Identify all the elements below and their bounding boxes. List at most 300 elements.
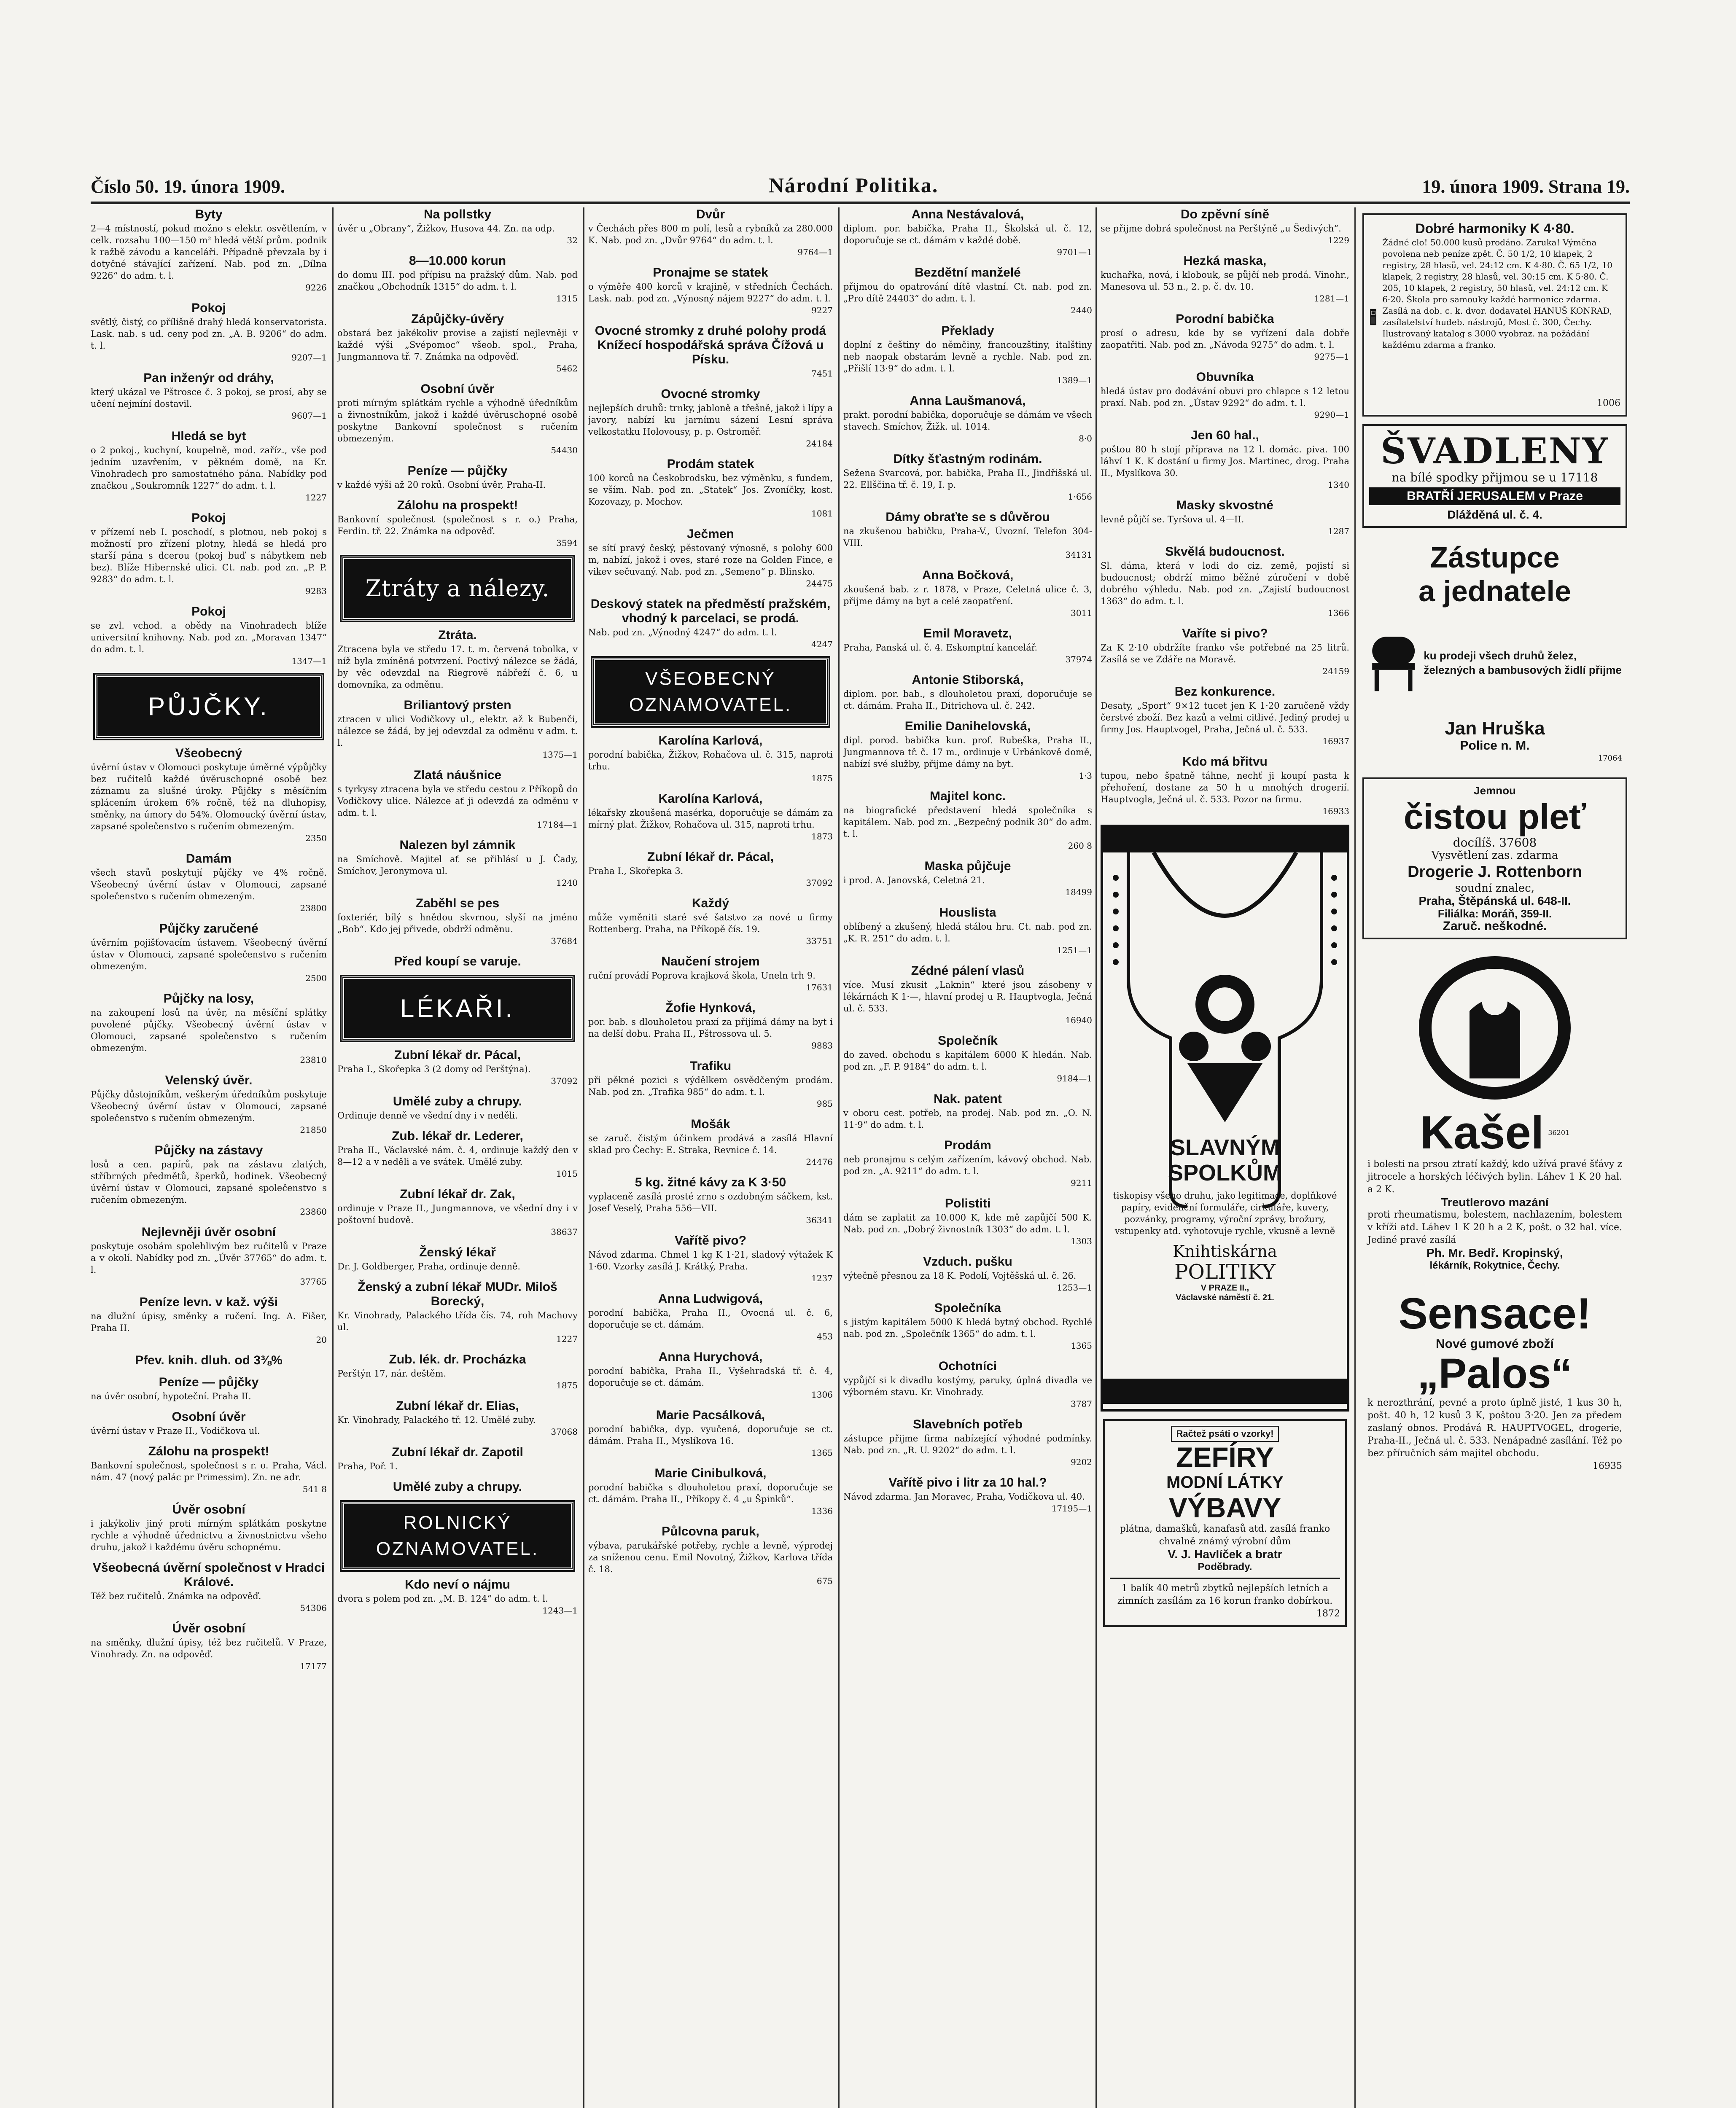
ad-text: poskytuje osobám spolehlivým bez ručitelů v Praze a v okolí. Nabídky pod zn. „Úvěr 37765“ do adm. t. l.: [91, 1241, 327, 1275]
classified-ad: [843, 1359, 1092, 1410]
ad-text: se přijme dobrá společnost na Perštýně „u Šedivých“.: [1101, 223, 1341, 234]
ad-title: Půjčky zaručené: [159, 922, 258, 936]
zefiry-heading-2: MODNÍ LÁTKY: [1166, 1473, 1284, 1492]
ad-number: 2350: [305, 833, 327, 843]
ad-text: více. Musí zkusit „Laknin“ které jsou zásobeny v lékárnách K 1·—, hlavní prodej u R. Hauptvogla, Ječná ul. č. 533.: [843, 980, 1092, 1014]
ad-title: Ženský lékař: [419, 1245, 496, 1259]
ad-title: Ovocné stromky: [661, 387, 760, 401]
ad-title: Do zpěvní síně: [1180, 207, 1270, 221]
cough-text: i bolesti na prsou ztratí každý, kdo užívá pravé šťávy z jitrocele a horských léčivých bylin. Láhev 1 K 20 hal. a 2 K.: [1367, 1159, 1622, 1195]
classified-ad: [843, 859, 1092, 898]
classified-ad: [337, 207, 578, 246]
ad-text: Bankovní společnost, společnost s r. o. Praha, Václ. nám. 47 (nový palác pr Primessim). Zn. ne adr.: [91, 1460, 327, 1482]
ad-title: Vzduch. pušku: [923, 1255, 1012, 1269]
classified-ad: [843, 568, 1092, 619]
ad-number: 1237: [811, 1273, 833, 1283]
ad-title: Zubní lékař dr. Zapotil: [392, 1445, 523, 1459]
ad-text: Sl. dáma, která v lodi do ciz. země, pojistí si budoucnost; obdrží mimo běžné zúročení v době dobrého výhledu. Nab. pod zn. „Zajistí budoucnost 1363“ do adm. t. l.: [1101, 561, 1349, 606]
classified-ad: [843, 1476, 1092, 1514]
ad-text: Praha II., Václavské nám. č. 4, ordinuje každý den v 8—12 a v neděli a ve svátek. Umělé zuby.: [337, 1145, 578, 1167]
ad-title: Umělé zuby a chrupy.: [393, 1480, 522, 1494]
harmonica-heading: Dobré harmoniky K 4·80.: [1415, 221, 1575, 236]
print-shop-description: tiskopisy všeho druhu, jako legitimace, doplňkové papíry, evidenční formuláře, cirkuláře, kuvery, pozvánky, programy, výroční zprávy, brožury, vstupenky atd. vyhotovuje rychle, vkusně a levně: [1113, 1191, 1337, 1236]
ad-text: 100 korců na Českobrodsku, bez výměnku, s fundem, se vším. Nab. pod zn. „Statek“ Jos. Zvoníčky, kost. Kozovazy, p. Mochov.: [588, 473, 833, 507]
ad-number: 9883: [811, 1041, 833, 1051]
ad-text: dipl. porod. babička kun. prof. Rubeška, Praha II., Jungmannova tř. č. 17 m., ordinuje v Urbánkově domě, nabízí své služby, přijme dámy na byt.: [843, 735, 1092, 769]
ad-number: 1347—1: [291, 656, 327, 666]
agents-firm: Jan Hruška: [1445, 718, 1545, 739]
ad-number: 675: [816, 1576, 833, 1586]
classified-ad: [91, 1503, 327, 1553]
ad-text: hledá ústav pro dodávání obuvi pro chlapce s 12 letou praxí. Nab. pod zn. „Ústav 9292“ do adm. t. l.: [1101, 386, 1349, 408]
classified-ad: [843, 1301, 1092, 1352]
column-1: [91, 207, 327, 1680]
ad-title: 8—10.000 korun: [409, 254, 506, 268]
ad-number: 37974: [1065, 654, 1092, 664]
ad-text: Praha, Poř. 1.: [337, 1461, 398, 1471]
ad-title: Dvůr: [696, 207, 725, 221]
ad-title: Hezká maska,: [1183, 254, 1267, 268]
classified-ad: [91, 1143, 327, 1218]
classified-ad: [843, 266, 1092, 316]
ad-title: Osobní úvěr: [172, 1410, 246, 1424]
ad-title: Polistiti: [945, 1197, 991, 1210]
ad-title: Nalezen byl zámnik: [399, 838, 516, 852]
ad-number: 1365: [1071, 1341, 1092, 1351]
zefiry-top-note: Račtež psáti o vzorky!: [1171, 1426, 1278, 1442]
print-shop-firm-2: POLITIKY: [1174, 1260, 1276, 1284]
ad-title: Každý: [692, 896, 729, 910]
ad-title: Kdo má břitvu: [1182, 755, 1268, 769]
ad-title: Pan inženýr od dráhy,: [143, 371, 274, 385]
ad-text: Za K 2·10 obdržíte franko vše potřebné na 25 litrů. Zasílá se ve Zdáře na Moravě.: [1101, 643, 1349, 664]
ad-number: 23860: [300, 1207, 327, 1217]
ad-number: 34131: [1065, 550, 1092, 560]
ad-title: Zubní lékař dr. Pácal,: [647, 850, 774, 864]
ad-number: 24184: [806, 438, 833, 449]
column-divider: [1354, 207, 1356, 2108]
ad-text: Bankovní společnost (společnost s r. o.) Praha, Ferdin. tř. 22. Známka na odpověď.: [337, 514, 578, 536]
ad-text: na zakoupení losů na úvěr, na měsíční splátky povolené půjčky. Všeobecný úvěrní ústav v Olomouci, zapsané společenstvo s ručením obmezeným.: [91, 1008, 327, 1053]
classified-ad: [843, 1255, 1092, 1293]
cough-heading: Kašel: [1420, 1107, 1544, 1159]
column-divider: [1095, 207, 1097, 2108]
classified-ad: [588, 1466, 833, 1517]
palos-text: k nerozthrání, pevné a proto úplně jisté, 1 kus 30 h, pošt. 40 h, 12 kusů 3 K, poštou 3·20. Jen za předem zaslaný obnos. Prodává R. HAUPTVOGEL, drogerie, Praha-II., Ječná ul. č. 533. Nenápadné zasílání. Též po bez příručních sám majitel obchodu.: [1367, 1398, 1622, 1459]
ad-title: Půjčky na losy,: [163, 992, 254, 1006]
classified-ad: [588, 734, 833, 784]
ad-number: 1287: [1328, 526, 1349, 536]
ad-title: Zlatá náušnice: [413, 768, 502, 782]
ad-number: 1306: [811, 1390, 833, 1400]
ad-title: Zálohu na prospekt!: [397, 498, 518, 512]
section-banner-farmers: ROLNICKÝ OZNAMOVATEL.: [342, 1502, 573, 1570]
classified-ad: [337, 838, 578, 889]
masthead-title: Národní Politika.: [768, 173, 939, 197]
agents-advertisement: [1362, 535, 1627, 770]
ad-text: na směnky, dlužní úpisy, též bez ručitelů. V Praze, Vinohrady. Zn. na odpověď.: [91, 1637, 327, 1659]
ad-text: Nab. pod zn. „Výnodný 4247“ do adm. t. l.: [588, 627, 777, 637]
ad-number: 17177: [300, 1661, 327, 1671]
classified-ad: [843, 964, 1092, 1026]
ad-title: Všeobecný: [175, 746, 242, 760]
ad-number: 1081: [811, 508, 833, 519]
ad-number: 1389—1: [1057, 375, 1092, 385]
ad-number: 9764—1: [797, 247, 833, 257]
classified-ad: [337, 1352, 578, 1391]
ad-text: oblíbený a zkušený, hledá stálou hru. Ct. nab. pod zn. „K. R. 251“ do adm. t. l.: [843, 922, 1092, 944]
classified-ad: [588, 266, 833, 316]
ad-text: prakt. porodní babička, doporučuje se dámám ve všech stavech. Smíchov, Žižk. ul. 1014.: [843, 410, 1092, 432]
classified-ad: [843, 1197, 1092, 1247]
classified-ad: [588, 387, 833, 449]
ad-text: diplom. por. bab., s dlouholetou praxí, doporučuje se ct. dámám. Praha II., Ditrichova ul. č. 242.: [843, 689, 1092, 711]
palos-heading: „Palos“: [1417, 1350, 1572, 1397]
ad-text: přijmou do opatrování dítě vlastní. Ct. nab. pod zn. „Pro dítě 24403“ do adm. t. l.: [843, 282, 1092, 304]
seamstress-number: 17118: [1560, 471, 1598, 484]
ad-title: Úvěr osobní: [172, 1503, 245, 1516]
ad-text: zástupce přijme firma nabízející výhodné podmínky. Nab. pod zn. „R. U. 9202“ do adm. t. l.: [843, 1433, 1092, 1455]
skin-care-bottom: Zaruč. neškodné.: [1443, 919, 1547, 933]
ad-number: 9290—1: [1314, 410, 1349, 420]
ad-number: 9275—1: [1314, 352, 1349, 362]
classified-ad: [91, 1295, 327, 1346]
agents-number: 17064: [1598, 754, 1622, 763]
seamstress-firm: BRATŘÍ JERUSALEM v Praze: [1369, 487, 1620, 505]
ad-text: porodní babička, dyp. vyučená, doporučuje se ct. dámám. Praha II., Myslíkova 16.: [588, 1424, 833, 1446]
ad-text: výtečně přesnou za 18 K. Podolí, Vojtěšská ul. č. 26.: [843, 1271, 1077, 1281]
classified-ad: [1101, 685, 1349, 747]
classified-ad: [843, 1092, 1092, 1131]
classified-ad: [588, 1408, 833, 1459]
zefiry-heading-1: ZEFÍRY: [1176, 1441, 1274, 1473]
ad-title: Anna Nestávalová,: [911, 207, 1024, 221]
column-3: [588, 207, 833, 1594]
classified-ad: [588, 527, 833, 589]
ad-number: 37092: [806, 878, 833, 888]
classified-ad: [91, 605, 327, 667]
skin-care-text: docílíš.: [1453, 836, 1496, 850]
print-shop-address-1: V PRAZE II.,: [1200, 1283, 1249, 1293]
ad-title: Pfev. knih. dluh. od 3⅜%: [135, 1353, 283, 1367]
ad-text: Kr. Vinohrady, Palackého tř. 12. Umělé zuby.: [337, 1415, 536, 1425]
ad-number: 985: [816, 1099, 833, 1109]
ad-text: vypůjčí si k divadlu kostýmy, paruky, úplná divadla ve výborném stavu. Kr. Vinohrady.: [843, 1375, 1092, 1397]
classified-ad: [91, 1561, 327, 1614]
ad-title: Pokoj: [191, 511, 226, 525]
ad-title: Velenský úvěr.: [165, 1073, 253, 1087]
classified-ad: [588, 1350, 833, 1401]
classified-ad: [91, 852, 327, 914]
sensation-text: Nové gumové zboží: [1435, 1337, 1554, 1351]
ad-text: diplom. por. babička, Praha II., Školská ul. č. 12, doporučuje se ct. dámám v každé době.: [843, 223, 1092, 245]
ad-number: 1253—1: [1057, 1283, 1092, 1293]
cough-sub: Treutlerovo mazání: [1441, 1196, 1549, 1209]
ad-text: vyplaceně zasílá prosté zrno s ozdobným sáčkem, kst. Josef Veselý, Praha 556—VII.: [588, 1191, 833, 1213]
column-5: [1101, 207, 1349, 1635]
ad-text: dám se zaplatit za 10.000 K, kde mě zapůjčí 500 K. Nab. pod zn. „Dobrý živnostník 1303“ do adm. t. l.: [843, 1213, 1092, 1234]
ad-title: Dámy obraťte se s důvěrou: [885, 510, 1050, 524]
ad-text: losů a cen. papírů, pak na zástavu zlatých, stříbrných předmětů, šperků, hodinek. Všeobecný úvěrní ústav v Olomouci, zapsané společenstvo s ručením obmezeným.: [91, 1159, 327, 1205]
ad-title: Houslista: [939, 906, 996, 920]
ad-number: 9202: [1071, 1457, 1092, 1467]
classified-ad: [843, 452, 1092, 503]
seamstress-text: na bílé spodky přijmou se u: [1391, 471, 1557, 484]
classified-ad: [91, 207, 327, 293]
classified-ad: [1101, 254, 1349, 304]
ad-text: Též bez ručitelů. Známka na odpověď.: [91, 1591, 261, 1601]
sensation-heading: Sensace!: [1398, 1289, 1591, 1338]
ad-text: se zaruč. čistým účinkem prodává a zasílá Hlavní sklad pro Čechy: E. Straka, Revnice č. 14.: [588, 1133, 833, 1155]
classified-ad: [843, 719, 1092, 782]
ad-number: 9701—1: [1057, 247, 1092, 257]
ad-number: 9184—1: [1057, 1073, 1092, 1084]
ad-title: Vaříte si pivo?: [1182, 626, 1268, 640]
ad-title: Porodní babička: [1176, 312, 1274, 326]
classified-ad: [588, 1292, 833, 1342]
ad-number: 1375—1: [542, 750, 578, 760]
ad-title: Peníze — půjčky: [407, 464, 508, 478]
ad-title: Ztráta.: [438, 628, 477, 642]
ad-number: 1875: [556, 1380, 578, 1390]
classified-ad: [1101, 370, 1349, 421]
ad-number: 2440: [1071, 305, 1092, 315]
zefiry-firm: V. J. Havlíček a bratr: [1168, 1548, 1282, 1561]
ad-title: Zaběhl se pes: [415, 896, 500, 910]
ad-title: Prodám statek: [667, 457, 754, 471]
ad-title: Prodám: [944, 1138, 991, 1152]
classified-ad: [91, 511, 327, 597]
column-divider: [583, 207, 584, 2108]
classified-ad: [1101, 626, 1349, 677]
ad-number: 16940: [1065, 1015, 1092, 1025]
ad-text: do domu III. pod přípisu na pražský dům. Nab. pod značkou „Obchodník 1315“ do adm. t. l.: [337, 270, 578, 292]
ad-number: 36341: [806, 1215, 833, 1225]
ad-number: 9226: [305, 282, 327, 293]
ad-title: Marie Pacsálková,: [656, 1408, 765, 1422]
ad-title: Peníze — půjčky: [159, 1375, 259, 1389]
ad-text: může vyměniti staré své šatstvo za nové u firmy Rottenberg. Praha, na Příkopě čís. 19.: [588, 912, 833, 934]
skin-care-top: Jemnou: [1474, 784, 1516, 797]
ad-text: porodní babička, Praha II., Vyšehradská tř. č. 4, doporučuje se ct. dámám.: [588, 1366, 833, 1388]
ad-title: Slavebních potřeb: [912, 1417, 1023, 1431]
ad-title: Trafiku: [689, 1059, 732, 1073]
ad-number: 8·0: [1079, 433, 1092, 444]
classified-ad: [91, 746, 327, 844]
ad-title: Marie Cinibulková,: [654, 1466, 767, 1480]
ad-title: Zubní lékař dr. Zak,: [400, 1187, 515, 1201]
ad-text: tupou, nebo špatně táhne, nechť ji koupí pasta k přehoření, dostane za 50 h u mnohých drogerií. Hauptvogla, Ječná ul. č. 533. Pozor na firmu.: [1101, 771, 1349, 804]
ad-title: Deskový statek na předměstí pražském, vhodný k parcelaci, se prodá.: [590, 597, 831, 625]
ad-text: na úvěr osobní, hypoteční. Praha II.: [91, 1391, 251, 1401]
ad-text: zkoušená bab. z r. 1878, v Praze, Celetná ulice č. 3, přijme dámy na byt a celé zaopatření.: [843, 584, 1092, 606]
ad-text: Návod zdarma. Chmel 1 kg K 1·21, sladový výtažek K 1·60. Vzorky zasílá J. Krátký, Praha.: [588, 1250, 833, 1272]
seamstress-address: Dlážděná ul. č. 4.: [1447, 508, 1542, 521]
classified-ad: [91, 1225, 327, 1288]
ad-number: 9607—1: [291, 411, 327, 421]
ad-title: Anna Hurychová,: [658, 1350, 763, 1364]
ad-text: při pěkné pozici s výdělkem osvědčeným prodám. Nab. pod zn. „Trafika 985“ do adm. t. l.: [588, 1075, 833, 1097]
ad-number: 18499: [1065, 887, 1092, 897]
ad-title: Skvělá budoucnost.: [1165, 545, 1285, 559]
harmonica-number: 1006: [1597, 398, 1620, 409]
classified-ad: [1101, 545, 1349, 619]
ad-title: Maska půjčuje: [924, 859, 1011, 873]
ad-number: 5462: [556, 363, 578, 374]
ad-number: 1240: [556, 878, 578, 888]
ad-title: Na pollstky: [423, 207, 492, 221]
classified-ad: [588, 1117, 833, 1168]
ad-number: 24476: [806, 1157, 833, 1167]
classified-ad: [843, 673, 1092, 712]
classified-ad: [91, 1353, 327, 1368]
ad-title: Masky skvostné: [1176, 498, 1274, 512]
ad-text: se sítí pravý český, pěstovaný výnosně, s polohy 600 m, nabízí, jakož i oves, staré roze na Golden Fince, e vikev sečuvaný. Nab. pod zn. „Semeno“ p. Blinsko.: [588, 543, 833, 577]
classified-ad: [588, 955, 833, 993]
ad-title: Emil Moravetz,: [923, 626, 1012, 640]
zefiry-place: Poděbrady.: [1198, 1561, 1252, 1573]
issue-number: Číslo 50. 19. února 1909.: [91, 176, 285, 197]
ad-number: 7451: [811, 368, 833, 379]
ad-text: Praha I., Skořepka 3 (2 domy od Perštýna).: [337, 1064, 531, 1074]
ad-title: Překlady: [941, 324, 994, 338]
cough-text-2: proti rheumatismu, bolestem, nachlazením, bolestem v kříži atd. Láhev 1 K 20 h a 2 K, pošt. o 32 hal. více. Jediné pravé zasílá: [1367, 1210, 1622, 1245]
classified-ad: [588, 324, 833, 379]
seamstress-advertisement: [1362, 424, 1627, 528]
ad-text: doplní z češtiny do němčiny, francouzštiny, italštiny neb naopak obstarám levně a rychle. Nab. pod zn. „Přišlí 13·9“ do adm. t. l.: [843, 340, 1092, 374]
ad-title: Společníka: [934, 1301, 1001, 1315]
ad-title: Pronajme se statek: [653, 266, 768, 280]
ad-title: Ječmen: [687, 527, 734, 541]
ad-text: v každé výši až 20 roků. Osobní úvěr, Praha-II.: [337, 480, 546, 490]
ad-text: úvěr u „Obrany“, Žižkov, Husova 44. Zn. na odp.: [337, 223, 555, 234]
ad-text: na dlužní úpisy, směnky a ručení. Ing. A. Fišer, Praha II.: [91, 1311, 327, 1333]
ad-text: světlý, čistý, co přílišně drahý hledá konservatorista. Lask. nab. s ud. ceny pod zn. „A. B. 9206“ do adm. t. l.: [91, 317, 327, 351]
ad-number: 1340: [1328, 480, 1349, 490]
ad-text: v přízemí neb I. poschodí, s plotnou, neb pokoj s možností pro zřízení plotny, hledá se hledá pro starší pána s dcerou (pokoj buď s nábytkem neb bez). Blíže Hibernské ulici. Ct. nab. pod zn. „P. P. 9283“ do adm. t. l.: [91, 527, 327, 584]
ad-title: Před koupí se varuje.: [394, 955, 521, 968]
ad-number: 37092: [551, 1076, 578, 1086]
ad-number: 21850: [300, 1125, 327, 1135]
agents-text: ku prodeji všech druhů želez, železných a bambusových židlí přijme: [1424, 649, 1622, 676]
classified-ad: [337, 768, 578, 831]
ad-number: 33751: [806, 936, 833, 946]
ad-text: foxteriér, bílý s hnědou skvrnou, slyší na jméno „Bob“. Kdo jej přivede, obdrží odměnu.: [337, 912, 578, 934]
classified-ad: [91, 1073, 327, 1136]
ad-title: Zubní lékař dr. Elias,: [396, 1399, 519, 1413]
column-4: [843, 207, 1092, 1522]
ad-number: 24475: [806, 578, 833, 589]
classified-ad: [843, 207, 1092, 258]
header-rule: [91, 202, 1630, 204]
print-shop-heading-1: SLAVNÝM: [1170, 1135, 1280, 1160]
ad-title: Anna Ludwigová,: [658, 1292, 763, 1306]
skin-care-firm: Drogerie J. Rottenborn: [1408, 863, 1582, 881]
ad-text: Ztracena byla ve středu 17. t. m. červená tobolka, v níž byla zmíněná potvrzení. Poctivý nálezce se žádá, by věc odevzdal na Riegrově nábřeží č. 6, u domovníka, za odměnu.: [337, 644, 578, 690]
ad-number: 3787: [1071, 1399, 1092, 1409]
ad-text: Ordinuje denně ve všední dny i v neděli.: [337, 1110, 518, 1121]
ad-number: 20: [316, 1335, 327, 1345]
column-divider: [838, 207, 840, 2108]
ad-title: Umělé zuby a chrupy.: [393, 1094, 522, 1108]
ad-number: 9211: [1071, 1178, 1092, 1188]
classified-ad: [588, 1001, 833, 1051]
ad-text: i prod. A. Janovská, Celetná 21.: [843, 875, 985, 885]
ad-text: prosí o adresu, kde by se vyřízení dala dobře zaopatřiti. Nab. pod zn. „Návoda 9275“ do adm. t. l.: [1101, 328, 1349, 350]
ad-title: Zédné pálení vlasů: [911, 964, 1025, 978]
ad-number: 4247: [811, 639, 833, 649]
ad-text: 2—4 místností, pokud možno s elektr. osvětlením, v celk. rozsahu 100—150 m² hledá větší prům. podnik k ražbě závodu a kanceláři. Případně převzala by i dotyčné stávající zařízení. Nab. pod zn. „Dílna 9226“ do adm. t. l.: [91, 223, 327, 281]
classified-ad: [1101, 755, 1349, 817]
classified-ad: [843, 906, 1092, 956]
classified-ad: [337, 1048, 578, 1087]
ad-text: por. bab. s dlouholetou praxí za přijímá dámy na byt i na delší dobu. Praha II., Pštrossova ul. 5.: [588, 1017, 833, 1039]
ad-text: kuchařka, nová, i klobouk, se půjčí neb prodá. Vinohr., Manesova ul. 53 n., 2. p. č. dv. 10.: [1101, 270, 1349, 292]
ad-text: dvora s polem pod zn. „M. B. 124“ do adm. t. l.: [337, 1594, 548, 1604]
ad-title: Bezdětní manželé: [915, 266, 1021, 280]
ad-title: Emilie Danihelovská,: [904, 719, 1031, 733]
classified-ad: [843, 394, 1092, 444]
ad-title: Osobní úvěr: [420, 382, 495, 396]
ad-title: Zub. lék. dr. Procházka: [389, 1352, 526, 1366]
classified-ad: [337, 382, 578, 456]
ad-title: Majitel konc.: [929, 789, 1006, 803]
ad-text: obstará bez jakékoliv provise a zajistí nejlevněji v každé výši „Svépomoc“ všeob. spol., Praha, Jungmannova tř. 7. Známka na odpověď.: [337, 328, 578, 362]
ad-number: 24159: [1322, 666, 1349, 676]
ad-number: 1015: [556, 1169, 578, 1179]
ad-number: 54306: [300, 1603, 327, 1613]
classified-ad: [91, 1410, 327, 1437]
classified-ad: [588, 597, 833, 650]
skin-care-sub: Vysvětlení zas. zdarma: [1431, 849, 1558, 862]
ad-title: Zápůjčky-úvěry: [411, 312, 504, 326]
ad-title: Úvěr osobní: [172, 1621, 245, 1635]
ad-text: úvěrní ústav v Praze II., Vodičkova ul.: [91, 1426, 260, 1436]
ad-number: 23810: [300, 1055, 327, 1065]
ad-number: 9227: [811, 305, 833, 315]
skin-care-number: 37608: [1499, 836, 1537, 850]
palos-number: 16935: [1593, 1461, 1622, 1471]
ad-number: 1366: [1328, 608, 1349, 618]
print-shop-advertisement: [1101, 825, 1349, 1412]
ad-text: Praha I., Skořepka 3.: [588, 866, 684, 876]
ad-number: 1875: [811, 773, 833, 783]
classified-ad: [91, 922, 327, 984]
section-banner-loans: PŮJČKY.: [95, 675, 323, 739]
classified-ad: [337, 698, 578, 761]
ad-text: nejlepších druhů: trnky, jabloně a třešně, jakož i lípy a javory, nabízí ku jarnímu sázení Lesní správa velkostatku Holovousy, p. p. Ostroměř.: [588, 403, 833, 437]
classified-ad: [337, 1399, 578, 1438]
ad-title: Nak. patent: [934, 1092, 1002, 1106]
ad-title: Peníze levn. v kaž. výši: [139, 1295, 278, 1309]
ad-number: 17184—1: [537, 820, 578, 830]
ad-title: Kdo neví o nájmu: [404, 1578, 511, 1592]
ad-title: Zub. lékař dr. Lederer,: [392, 1129, 523, 1143]
harmonica-text: Žádné clo! 50.000 kusů prodáno. Zaruka! Výměna povolena neb peníze zpět. Č. 50 1/2, 10 klapek, 2 registry, 28 hlasů, vel. 24:12 cm. K 4·80. Č. 65 1/2, 10 klapek, 2 registry, 28 hlasů, vel. 30:15 cm. K 5·80. Č. 205, 10 klapek, 2 registry, 50 hlasů, vel. 24:12 cm. K 6·20. Škola pro samouky každé harmonice zdarma. Zasílá na dob. c. k. dvor. dodavatel HANUŠ KONRAD, zasílatelství hudeb. nástrojů, Most č. 300, Čechy. Ilustrovaný katalog s 3000 vyobraz. na požádání každému zdarma a franko.: [1382, 237, 1613, 350]
ad-text: úvěrní ústav v Olomouci poskytuje úměrné výpůjčky bez ručitelů každé úvěruschopné osobě bez záznamu za slušné úroky. Půjčky s měsíčním splácením úrokem 6% ročně, též na dluhopisy, směnky, na úmory do 54%. Olomoucký úvěrní ústav, zapsané společenstvo s ručením obmezeným.: [91, 762, 327, 831]
cough-number: 36201: [1548, 1129, 1570, 1137]
classified-ad: [337, 1129, 578, 1180]
print-shop-address-2: Václavské náměstí č. 21.: [1176, 1293, 1274, 1302]
ad-number: 9283: [305, 586, 327, 596]
classified-ad: [91, 1444, 327, 1495]
ad-text: ruční provádí Poprova krajková škola, Uneln trh 9.: [588, 971, 816, 981]
section-banner-general: VŠEOBECNÝ OZNAMOVATEL.: [592, 658, 829, 726]
ad-title: Obuvníka: [1196, 370, 1254, 384]
ad-text: Sežena Svarcová, por. babička, Praha II., Jindřišská ul. 22. Ellščina tř. č. 19, I. p.: [843, 468, 1092, 490]
skin-care-heading: čistou pleť: [1403, 797, 1586, 836]
classified-ad: [843, 789, 1092, 852]
